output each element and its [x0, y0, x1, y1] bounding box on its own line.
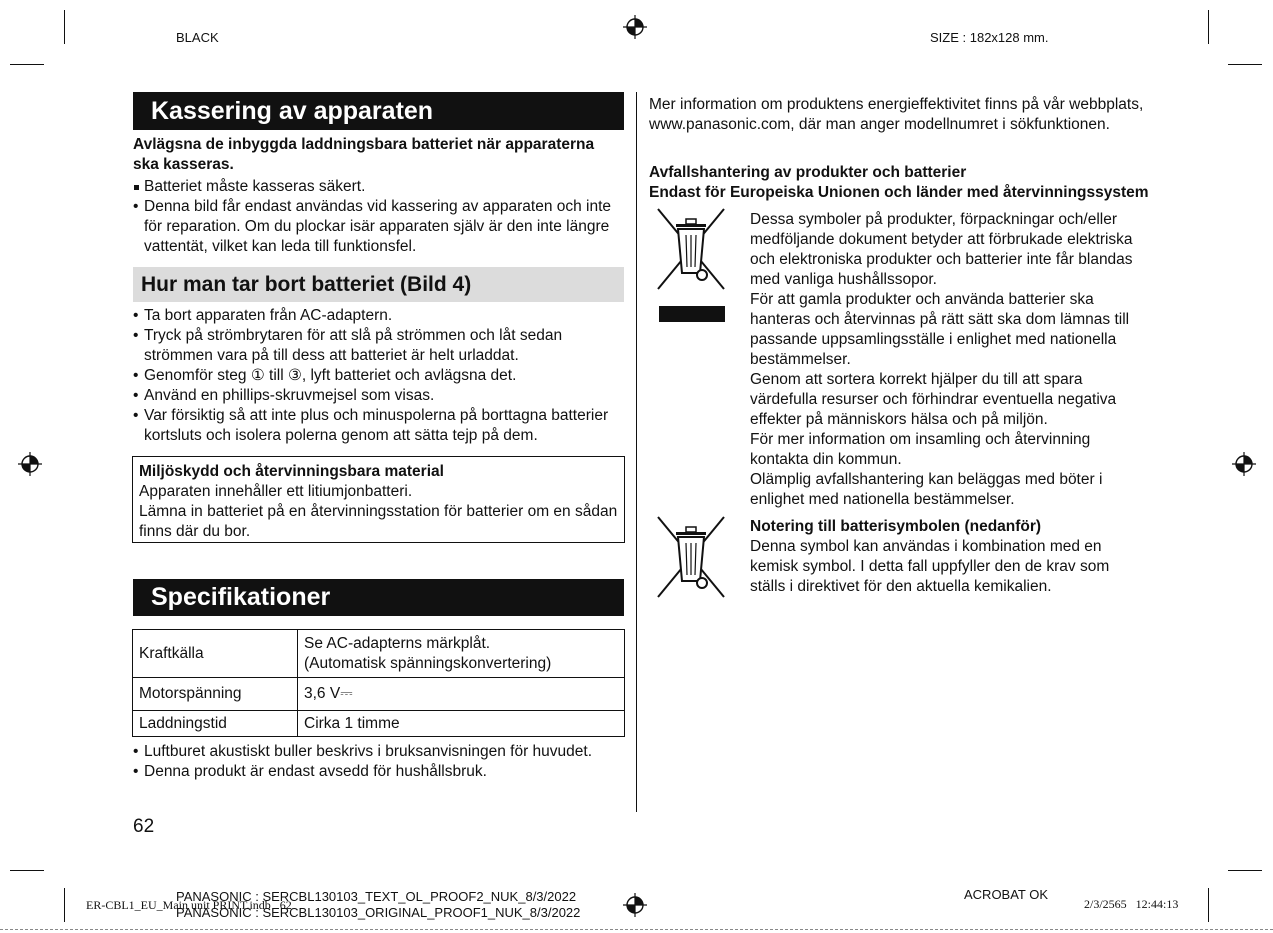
table-row [133, 630, 625, 678]
spec-value-line: Se AC-adapterns märkplåt. [304, 634, 491, 652]
registration-mark-icon [623, 893, 647, 917]
spec-value [298, 630, 625, 678]
footer-proof-line-1: PANASONIC : SERCBL130103_TEXT_OL_PROOF2_NUK_8/3/2022 [176, 889, 577, 904]
acrobat-label: ACROBAT OK [964, 887, 1049, 902]
spec-note: • Luftburet akustiskt buller beskrivs i bruksanvisningen för huvudet. [133, 742, 625, 762]
removal-heading: Hur man tar bort batteriet (Bild 4) [133, 267, 624, 302]
weee-black-bar [659, 306, 725, 322]
weee-text [750, 210, 1145, 510]
color-label: BLACK [176, 30, 219, 45]
crossed-out-bin-icon [656, 207, 726, 291]
table-row [133, 711, 625, 737]
footer-proof-line-2: PANASONIC : SERCBL130103_ORIGINAL_PROOF1_NUK_8/3/2022 [176, 905, 581, 920]
weee-paragraph: Dessa symboler på produkter, förpackningar och/eller medföljande dokument betyder att förbrukade elektriska och elektroniska produkter och batterier inte får blandas med vanliga hushållssopor. [750, 211, 1133, 288]
removal-list [133, 306, 625, 446]
spec-label: Motorspänning [133, 678, 298, 711]
crop-mark [64, 10, 65, 44]
weee-paragraph: För att gamla produkter och använda batterier ska hanteras och återvinnas på rätt sätt ska dom lämnas till passande uppsamlingsställe i enlighet med nationella bestämmelser. [750, 291, 1130, 368]
energy-info: Mer information om produktens energieffektivitet finns på vår webbplats, www.panasonic.com, där man anger modellnumret i sökfunktionen. [649, 96, 1144, 133]
crop-mark [1208, 10, 1209, 44]
timestamp: 2/3/2565 12:44:13 [1084, 897, 1179, 911]
footer-file-name: ER-CBL1_EU_Main unit PRINT.indb 62 [86, 898, 292, 912]
weee-title-1: Avfallshantering av produkter och batterier [649, 164, 967, 181]
spec-label: Kraftkälla [133, 630, 298, 678]
weee-heading [649, 163, 1149, 203]
specs-table [132, 629, 625, 737]
spec-value: 3,6 V⎓ [298, 678, 625, 711]
environment-box [132, 456, 625, 543]
table-row [133, 678, 625, 711]
page-number: 62 [133, 816, 155, 837]
crop-mark [1228, 64, 1262, 65]
crop-mark [10, 64, 44, 65]
crop-mark [10, 870, 44, 871]
disposal-heading: Kassering av apparaten [133, 92, 624, 130]
registration-mark-icon [1232, 452, 1256, 476]
weee-paragraph: Olämplig avfallshantering kan beläggas med böter i enlighet med nationella bestämmelser. [750, 471, 1103, 508]
environment-title: Miljöskydd och återvinningsbara material [139, 463, 444, 480]
spec-label: Laddningstid [133, 711, 298, 737]
crossed-out-bin-icon [656, 515, 726, 599]
crop-mark [64, 888, 65, 922]
specs-heading: Specifikationer [133, 579, 624, 616]
battery-note [750, 517, 1145, 597]
crop-mark [1228, 870, 1262, 871]
battery-note-text: Denna symbol kan användas i kombination med en kemisk symbol. I detta fall uppfyller den de krav som ställs i direktivet för den aktuella kemikalien. [750, 538, 1110, 595]
crop-mark [1208, 888, 1209, 922]
environment-line: Apparaten innehåller ett litiumjonbatteri. [139, 483, 413, 500]
bottom-dashed-rule [0, 929, 1273, 930]
battery-note-title: Notering till batterisymbolen (nedanför) [750, 518, 1042, 535]
removal-item: • Tryck på strömbrytaren för att slå på strömmen och låt sedan strömmen vara på till dess att batteriet är helt urladdat. [133, 326, 625, 366]
spec-value-line: (Automatisk spänningskonvertering) [304, 654, 552, 672]
specs-notes [133, 742, 625, 782]
column-divider [636, 92, 637, 812]
weee-paragraph: Genom att sortera korrekt hjälper du till att spara värdefulla resurser och förhindrar eventuella negativa effekter på människors hälsa och på miljön. [750, 371, 1117, 428]
weee-paragraph: För mer information om insamling och återvinning kontakta din kommun. [750, 431, 1091, 468]
registration-mark-icon [18, 452, 42, 476]
weee-title-2: Endast för Europeiska Unionen och länder med återvinningssystem [649, 184, 1149, 201]
removal-item: • Var försiktig så att inte plus och minuspolerna på borttagna batterier kortsluts och isolera polerna genom att sätta tejp på dem. [133, 406, 625, 446]
size-label: SIZE : 182x128 mm. [930, 30, 1049, 45]
disposal-section [133, 135, 623, 257]
spec-note: • Denna produkt är endast avsedd för hushållsbruk. [133, 762, 625, 782]
spec-value: Cirka 1 timme [298, 711, 625, 737]
environment-line: Lämna in batteriet på en återvinningsstation för batterier om en sådan finns där du bor. [139, 503, 618, 540]
removal-item: • Använd en phillips-skruvmejsel som visas. [133, 386, 625, 406]
removal-item: • Genomför steg ① till ③, lyft batteriet och avlägsna det. [133, 366, 625, 386]
disposal-intro: Avlägsna de inbyggda laddningsbara batteriet när apparaterna ska kasseras. [133, 136, 595, 173]
removal-item: • Ta bort apparaten från AC-adaptern. [133, 306, 625, 326]
disposal-item: • Denna bild får endast användas vid kassering av apparaten och inte för reparation. Om du plockar isär apparaten själv är den inte längre vattentät, vilket kan leda till funktionsfel. [133, 197, 623, 257]
registration-mark-icon [623, 15, 647, 39]
disposal-item: Batteriet måste kasseras säkert. [133, 177, 623, 197]
